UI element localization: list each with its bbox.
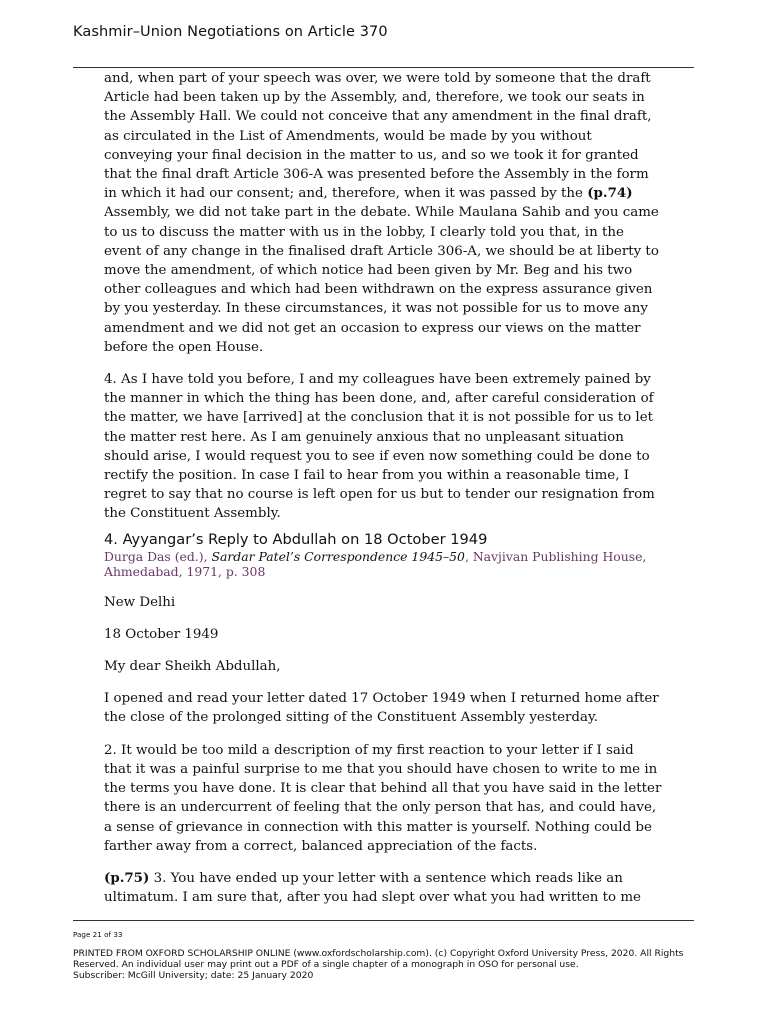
page-number: Page 21 of 33 — [73, 930, 123, 939]
paragraph-continued — [104, 69, 664, 357]
letter-paragraph-2: 2. It would be too mild a description of my first reaction to your letter if I said that it was a painful surprise to me that you should have chosen to write to me in the terms you have done. It is clear that behind all that you have said in the letter there is an undercurrent of feeling that the only person that has, and could have, a sense of grievance in connection with this matter is yourself. Nothing could be farther away from a correct, balanced appreciation of the facts. — [104, 742, 662, 854]
source-citation — [104, 549, 664, 580]
paragraph-text: and, when part of your speech was over, we were told by someone that the draft Article had been taken up by the Assembly, and, therefore, we took our seats in the Assembly Hall. We could not conceive that any amendment in the final draft, as circulated in the List of Amendments, would be made by you without conveying your final decision in the matter to us, and so we took it for granted that the final draft Article 306-A was presented before the Assembly in the form in which it had our consent; and, therefore, when it was passed by the — [104, 71, 652, 202]
page-body — [104, 69, 664, 920]
letter-date: 18 October 1949 — [104, 626, 219, 642]
running-title: Kashmir–Union Negotiations on Article 370 — [73, 24, 388, 40]
copyright-notice — [73, 948, 693, 981]
subscriber-line: Subscriber: McGill University; date: 25 January 2020 — [73, 970, 314, 981]
source-publisher-link[interactable]: , Navjivan Publishing House, Ahmedabad, 1971, p. 308 — [104, 548, 647, 580]
page-marker: (p.74) — [587, 185, 633, 202]
letter-place: New Delhi — [104, 594, 176, 610]
letter-salutation: My dear Sheikh Abdullah, — [104, 659, 281, 675]
letter-paragraph-3-text: 3. You have ended up your letter with a sentence which reads like an ultimatum. I am sure that, after you had slept over what you had written to me — [104, 870, 641, 906]
header-rule — [73, 67, 694, 68]
copyright-text: PRINTED FROM OXFORD SCHOLARSHIP ONLINE (www.oxfordscholarship.com). (c) Copyright Oxford University Press, 2020. All Rights Reserved. An individual user may print out a PDF of a single chapter of a monograph in OSO for personal use. — [73, 948, 684, 970]
source-editor-link[interactable]: Durga Das (ed.), — [104, 548, 212, 564]
page-marker: (p.75) — [104, 869, 150, 886]
letter-paragraph-1: I opened and read your letter dated 17 October 1949 when I returned home after the close of the prolonged sitting of the Constituent Assembly yesterday. — [104, 691, 659, 726]
paragraph-4: 4. As I have told you before, I and my colleagues have been extremely pained by the manner in which the thing has been done, and, after careful consideration of the matter, we have [arrived] at the conclusion that it is not possible for us to let the matter rest here. As I am genuinely anxious that no unpleasant situation should arise, I would request you to see if even now something could be done to rectify the position. In case I fail to hear from you within a reasonable time, I regret to say that no course is left open for us but to tender our resignation from the Constituent Assembly. — [104, 372, 655, 522]
letter-paragraph-3 — [104, 869, 664, 907]
footer-rule — [73, 920, 694, 921]
paragraph-text-after: Assembly, we did not take part in the debate. While Maulana Sahib and you came to us to discuss the matter with us in the lobby, I clearly told you that, in the event of any change in the finalised draft Article 306-A, we should be at liberty to move the amendment, of which notice had been given by Mr. Beg and his two other colleagues and which had been withdrawn on the express assurance given by you yesterday. In these circumstances, it was not possible for us to move any amendment and we did not get an occasion to express our views on the matter before the open House. — [104, 205, 659, 355]
source-book-title: Sardar Patel’s Correspondence 1945–50 — [211, 548, 465, 564]
section-heading: 4. Ayyangar’s Reply to Abdullah on 18 October 1949 — [104, 530, 488, 548]
